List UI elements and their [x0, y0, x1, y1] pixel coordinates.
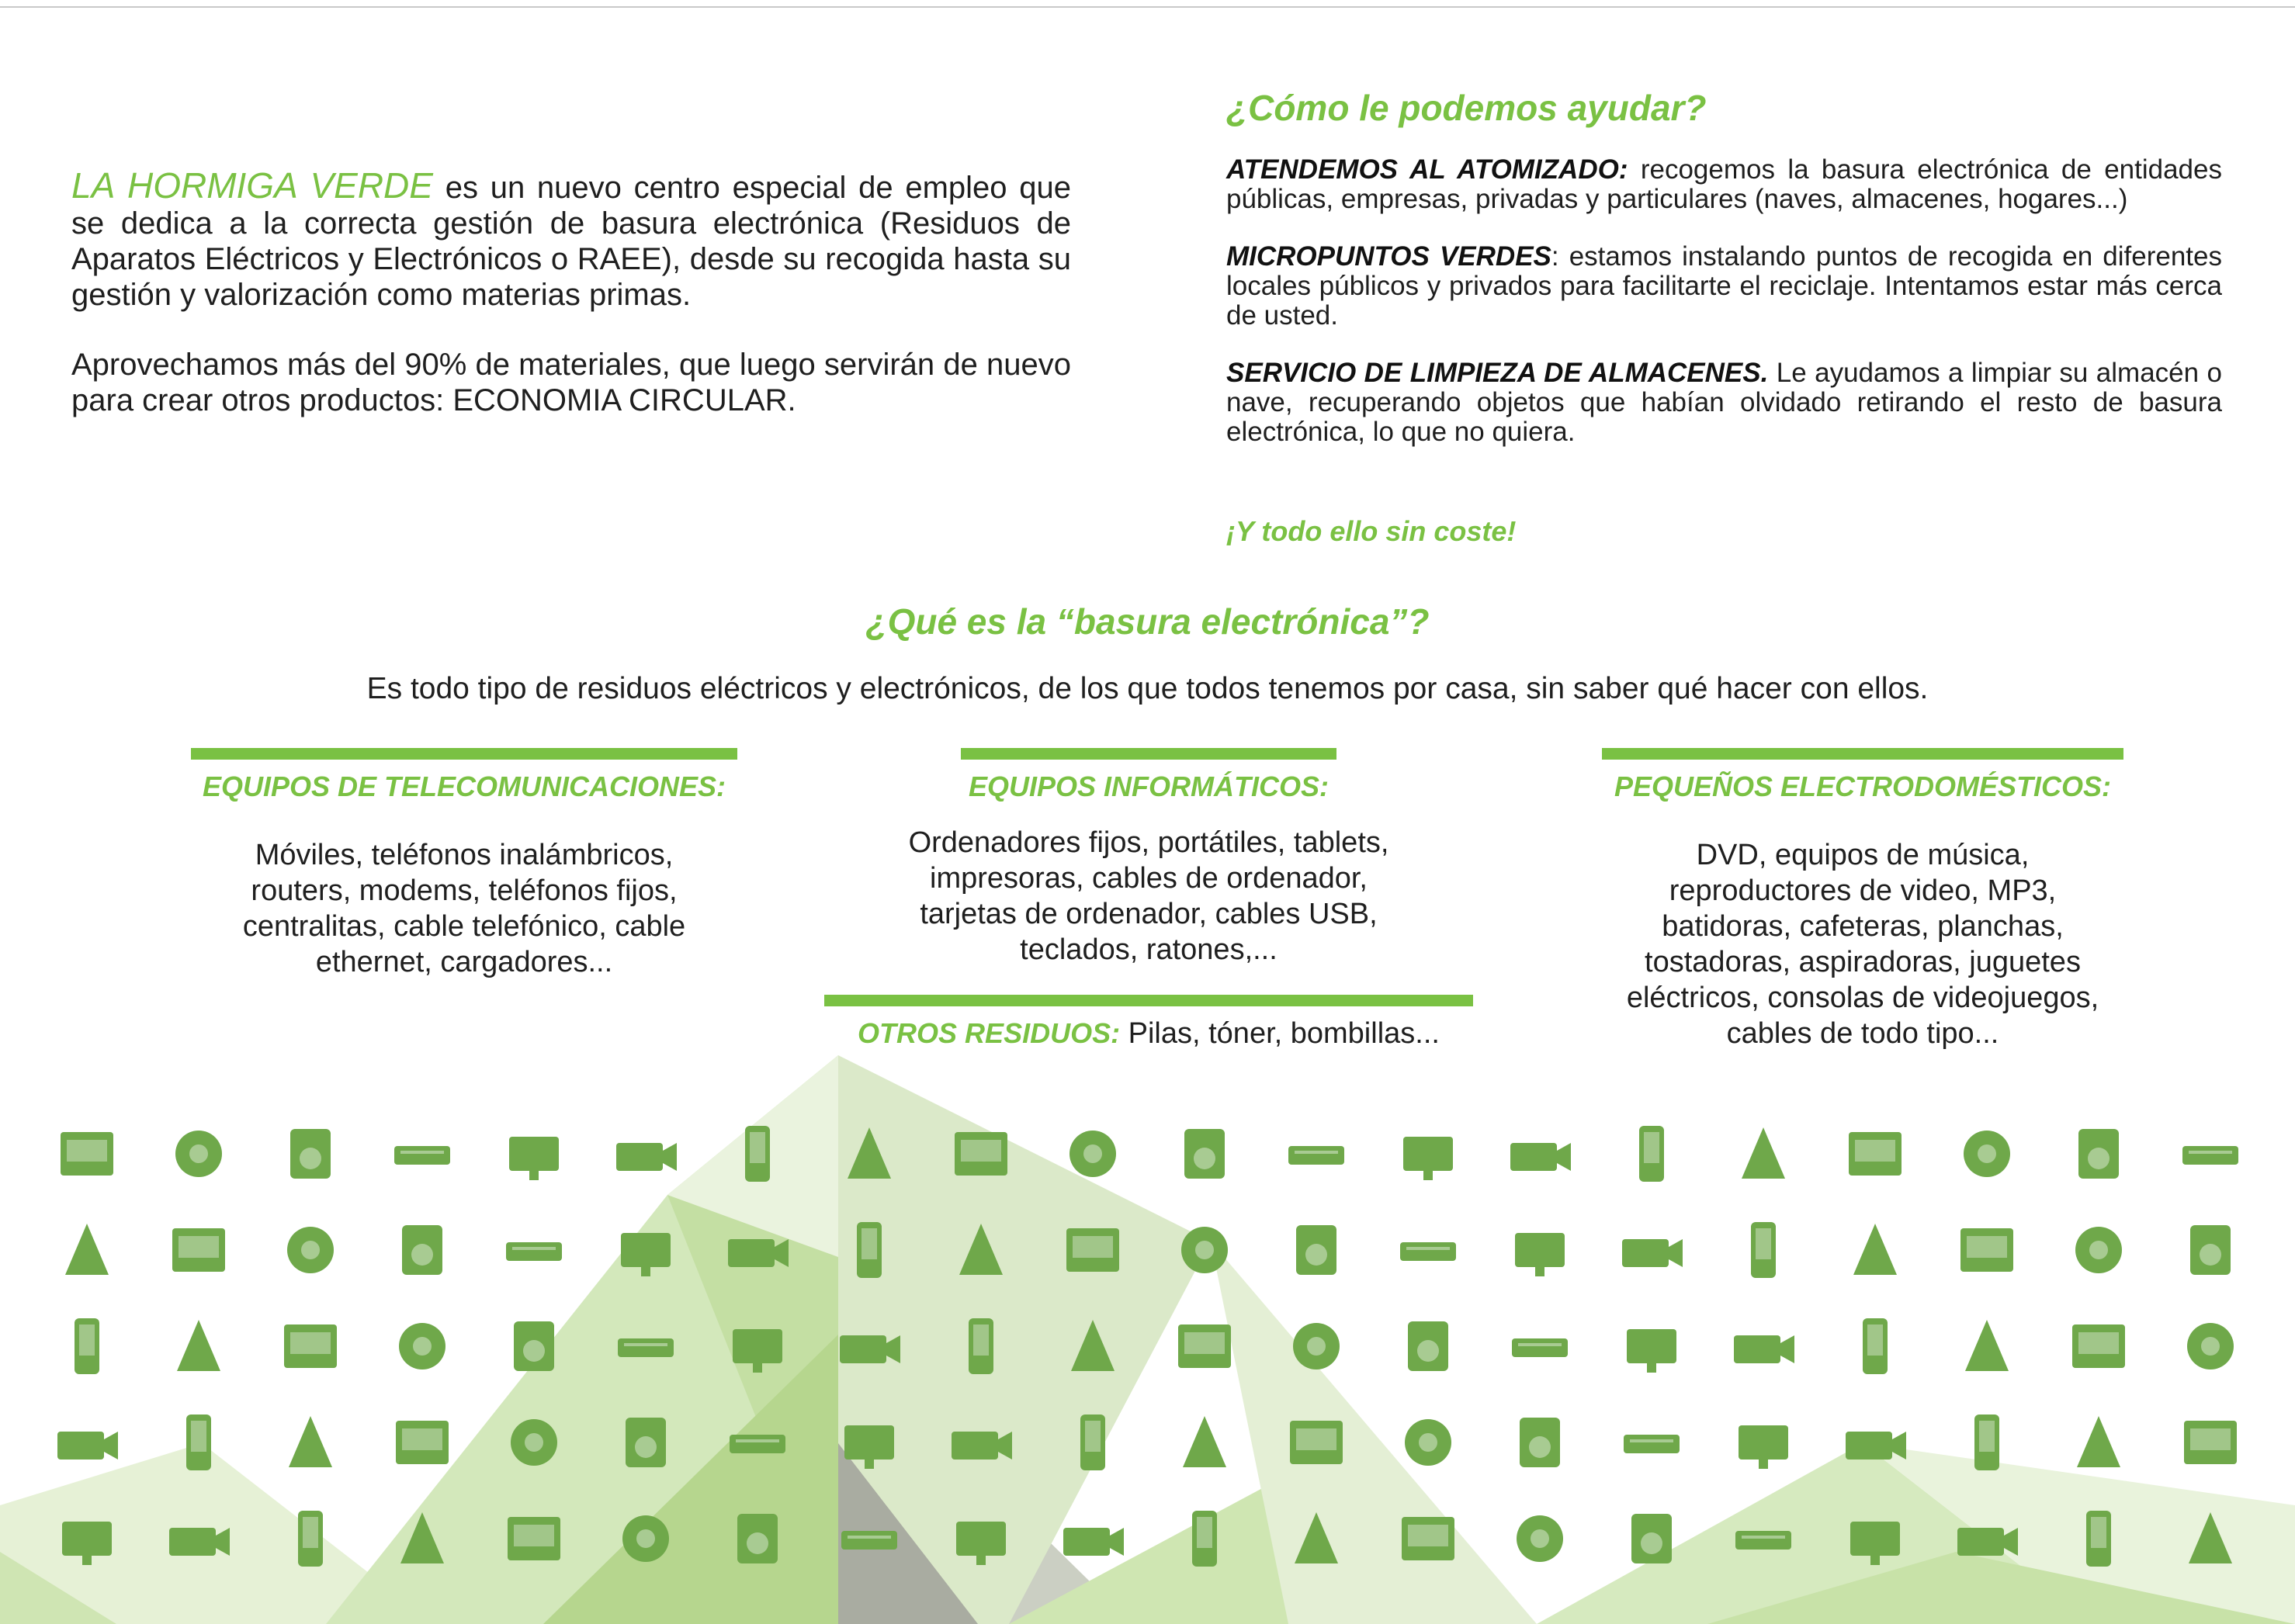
audio-player-icon — [702, 1106, 813, 1202]
radio-icon — [1707, 1491, 1819, 1587]
help-item-text: recogemos la basura electrónica de entidades públicas, empresas, privadas y particulares (naves, almacenes, hogares...) — [1226, 154, 2222, 214]
fax-machine-icon — [1372, 1491, 1484, 1587]
category-bar — [1602, 748, 2123, 760]
category-bar — [824, 995, 1473, 1006]
cd-icon — [702, 1394, 813, 1491]
category-item-line: DVD, equipos de música, — [1696, 839, 2030, 871]
bathroom-scale-icon — [1596, 1394, 1707, 1491]
help-title: ¿Cómo le podemos ayudar? — [1226, 88, 1707, 128]
category-item-line: batidoras, cafeteras, planchas, — [1662, 910, 2064, 943]
category-item-line: Móviles, teléfonos inalámbricos, — [255, 839, 674, 871]
gamepad-icon — [1596, 1491, 1707, 1587]
table-lamp-icon — [255, 1298, 366, 1394]
cordless-phone-icon — [1149, 1106, 1260, 1202]
security-camera-icon — [702, 1202, 813, 1298]
category-item-line: Ordenadores fijos, portátiles, tablets, — [908, 826, 1389, 859]
toaster-icon — [1372, 1298, 1484, 1394]
category-item-line: reproductores de video, MP3, — [1669, 874, 2057, 907]
category-bar — [191, 748, 737, 760]
category-item-line: tarjetas de ordenador, cables USB, — [920, 898, 1378, 930]
category-item-line: ethernet, cargadores... — [315, 946, 613, 978]
screwdriver-icon — [2155, 1106, 2266, 1202]
hair-dryer-icon — [1931, 1202, 2043, 1298]
lantern-icon — [1819, 1491, 1931, 1587]
headphones-icon — [1931, 1394, 2043, 1491]
fridge-icon — [478, 1298, 590, 1394]
mixer-icon — [31, 1106, 143, 1202]
other-waste-label: OTROS RESIDUOS: — [858, 1017, 1121, 1049]
spotlight-icon — [1707, 1202, 1819, 1298]
video-camera-icon — [925, 1491, 1037, 1587]
speaker-icon — [925, 1202, 1037, 1298]
battery-icon — [255, 1106, 366, 1202]
power-strip-icon — [1484, 1298, 1596, 1394]
category-items — [190, 837, 738, 980]
laptop-icon — [1037, 1298, 1149, 1394]
hairdryer-icon — [255, 1491, 366, 1587]
monitor-icon — [590, 1298, 702, 1394]
desk-lamp-icon — [1149, 1202, 1260, 1298]
trumpet-icon — [2155, 1202, 2266, 1298]
coffee-maker-icon — [366, 1491, 478, 1587]
top-edge-line — [0, 6, 2295, 8]
mp3-player-icon — [1707, 1298, 1819, 1394]
music-player-icon — [1484, 1491, 1596, 1587]
ewaste-description: Es todo tipo de residuos eléctricos y electrónicos, de los que todos tenemos por casa, sin saber qué hacer con ellos. — [366, 672, 1929, 705]
keyboard-icon — [143, 1106, 255, 1202]
other-waste-text: Pilas, tóner, bombillas... — [1120, 1017, 1440, 1050]
compact-camera-icon — [590, 1491, 702, 1587]
help-item-limpieza — [1226, 358, 2222, 447]
ceiling-lamp-icon — [1149, 1394, 1260, 1491]
category-item-line: routers, modems, teléfonos fijos, — [251, 874, 678, 907]
help-item-label: ATENDEMOS AL ATOMIZADO: — [1226, 154, 1628, 185]
intro-paragraph — [71, 165, 1071, 313]
category-item-line: teclados, ratones,... — [1020, 933, 1278, 966]
tv-screen-icon — [1707, 1394, 1819, 1491]
scanner-icon — [1484, 1106, 1596, 1202]
electric-plug-icon — [1372, 1394, 1484, 1491]
iron-icon — [31, 1298, 143, 1394]
category-title: EQUIPOS DE TELECOMUNICACIONES: — [202, 770, 726, 802]
film-camera-icon — [478, 1394, 590, 1491]
circular-economy-paragraph: Aprovechamos más del 90% de materiales, que luego servirán de nuevo para crear otros productos: ECONOMIA CIRCULAR. — [71, 348, 1071, 417]
robot-icon — [31, 1202, 143, 1298]
category-it — [846, 748, 1451, 968]
microwave-icon — [2155, 1491, 2266, 1587]
chip-icon — [478, 1202, 590, 1298]
watch-icon — [813, 1394, 925, 1491]
loudspeaker-icon — [1037, 1394, 1149, 1491]
projector-icon — [1596, 1298, 1707, 1394]
television-icon — [1819, 1298, 1931, 1394]
intro-text: es un nuevo centro especial de empleo que se dedica a la correcta gestión de basura electrónica (Residuos de Aparatos Eléctricos y Electrónicos o RAEE), desde su recogida hasta su gestión y valorización como materias primas. — [71, 171, 1071, 312]
webcam-icon — [702, 1298, 813, 1394]
circuit-board-icon — [1596, 1106, 1707, 1202]
lamp-icon — [1931, 1106, 2043, 1202]
rotary-phone-icon — [1260, 1491, 1372, 1587]
smartphone-icon — [2043, 1202, 2155, 1298]
printer-icon — [2043, 1298, 2155, 1394]
retro-tv-icon — [2043, 1394, 2155, 1491]
free-of-charge-note: ¡Y todo ello sin coste! — [1226, 515, 1517, 547]
cable-plug-icon — [813, 1202, 925, 1298]
appliance-icon-grid — [31, 1106, 2266, 1587]
rice-cooker-icon — [143, 1491, 255, 1587]
stove-icon — [1037, 1202, 1149, 1298]
category-title: PEQUEÑOS ELECTRODOMÉSTICOS: — [1614, 770, 2112, 802]
category-items — [846, 825, 1451, 968]
scale-icon — [478, 1106, 590, 1202]
vacuum-cleaner-icon — [1149, 1298, 1260, 1394]
help-item-label: SERVICIO DE LIMPIEZA DE ALMACENES. — [1226, 358, 1769, 388]
category-telecom — [190, 748, 738, 980]
category-item-line: impresoras, cables de ordenador, — [930, 862, 1368, 895]
air-conditioner-icon — [1260, 1298, 1372, 1394]
speaker-box-icon — [2043, 1491, 2155, 1587]
help-item-micropuntos — [1226, 242, 2222, 331]
category-item-line: eléctricos, consolas de videojuegos, — [1626, 982, 2099, 1014]
mobile-phone-icon — [813, 1298, 925, 1394]
camcorder-icon — [255, 1202, 366, 1298]
brand-name: LA HORMIGA VERDE — [71, 165, 433, 206]
mouse-icon — [590, 1394, 702, 1491]
alarm-clock-icon — [1931, 1491, 2043, 1587]
intro-section — [71, 165, 1071, 452]
sewing-machine-icon — [1819, 1106, 1931, 1202]
help-item-atomizado — [1226, 155, 2222, 214]
category-appliances — [1560, 748, 2165, 1051]
ewaste-title: ¿Qué es la “basura electrónica”? — [865, 601, 1430, 642]
microphone-stand-icon — [143, 1298, 255, 1394]
range-hood-icon — [1707, 1106, 1819, 1202]
help-item-text: Le ayudamos a limpiar su almacén o nave, recuperando objetos que habían olvidado retirando el resto de basura electrónica, lo que no quiera. — [1226, 358, 2222, 447]
stand-mixer-icon — [478, 1491, 590, 1587]
router-icon — [2155, 1394, 2266, 1491]
washer-icon — [1260, 1394, 1372, 1491]
heater-icon — [813, 1106, 925, 1202]
bluetooth-headset-icon — [1819, 1394, 1931, 1491]
computer-icon — [702, 1491, 813, 1587]
light-bulb-icon — [1260, 1202, 1372, 1298]
kettle-icon — [1484, 1202, 1596, 1298]
satellite-dish-icon — [590, 1106, 702, 1202]
help-item-label: MICROPUNTOS VERDES — [1226, 241, 1551, 272]
category-item-line: centralitas, cable telefónico, cable — [242, 910, 686, 943]
video-projector-icon — [143, 1394, 255, 1491]
stereo-icon — [255, 1394, 366, 1491]
ebook-reader-icon — [1037, 1106, 1149, 1202]
blender-icon — [366, 1106, 478, 1202]
handheld-camera-icon — [2155, 1298, 2266, 1394]
photo-camera-icon — [813, 1491, 925, 1587]
equalizer-icon — [925, 1298, 1037, 1394]
toy-crane-icon — [143, 1202, 255, 1298]
flashlight-icon — [925, 1394, 1037, 1491]
fan-icon — [31, 1394, 143, 1491]
keyboard-wide-icon — [31, 1491, 143, 1587]
usb-icon — [1260, 1106, 1372, 1202]
category-item-line: cables de todo tipo... — [1726, 1017, 1999, 1050]
desk-phone-icon — [1037, 1491, 1149, 1587]
wardrobe-fridge-icon — [2043, 1106, 2155, 1202]
pda-icon — [1484, 1394, 1596, 1491]
pendant-lamp-icon — [1149, 1491, 1260, 1587]
category-item-line: tostadoras, aspiradoras, juguetes — [1645, 946, 2081, 978]
microphone-icon — [366, 1298, 478, 1394]
server-icon — [1596, 1202, 1707, 1298]
camera-icon — [1931, 1298, 2043, 1394]
tablet-icon — [366, 1202, 478, 1298]
category-title: EQUIPOS INFORMÁTICOS: — [968, 770, 1329, 802]
help-section — [1226, 155, 2222, 475]
dvd-player-icon — [1372, 1106, 1484, 1202]
remote-control-icon — [925, 1106, 1037, 1202]
dome-camera-icon — [366, 1394, 478, 1491]
help-item-text: : estamos instalando puntos de recogida en diferentes locales públicos y privados para facilitarte el reciclaje. Intentamos estar más cerca de usted. — [1226, 241, 2222, 331]
category-bar — [961, 748, 1336, 760]
drill-icon — [590, 1202, 702, 1298]
washing-machine-icon — [1372, 1202, 1484, 1298]
game-console-icon — [1819, 1202, 1931, 1298]
